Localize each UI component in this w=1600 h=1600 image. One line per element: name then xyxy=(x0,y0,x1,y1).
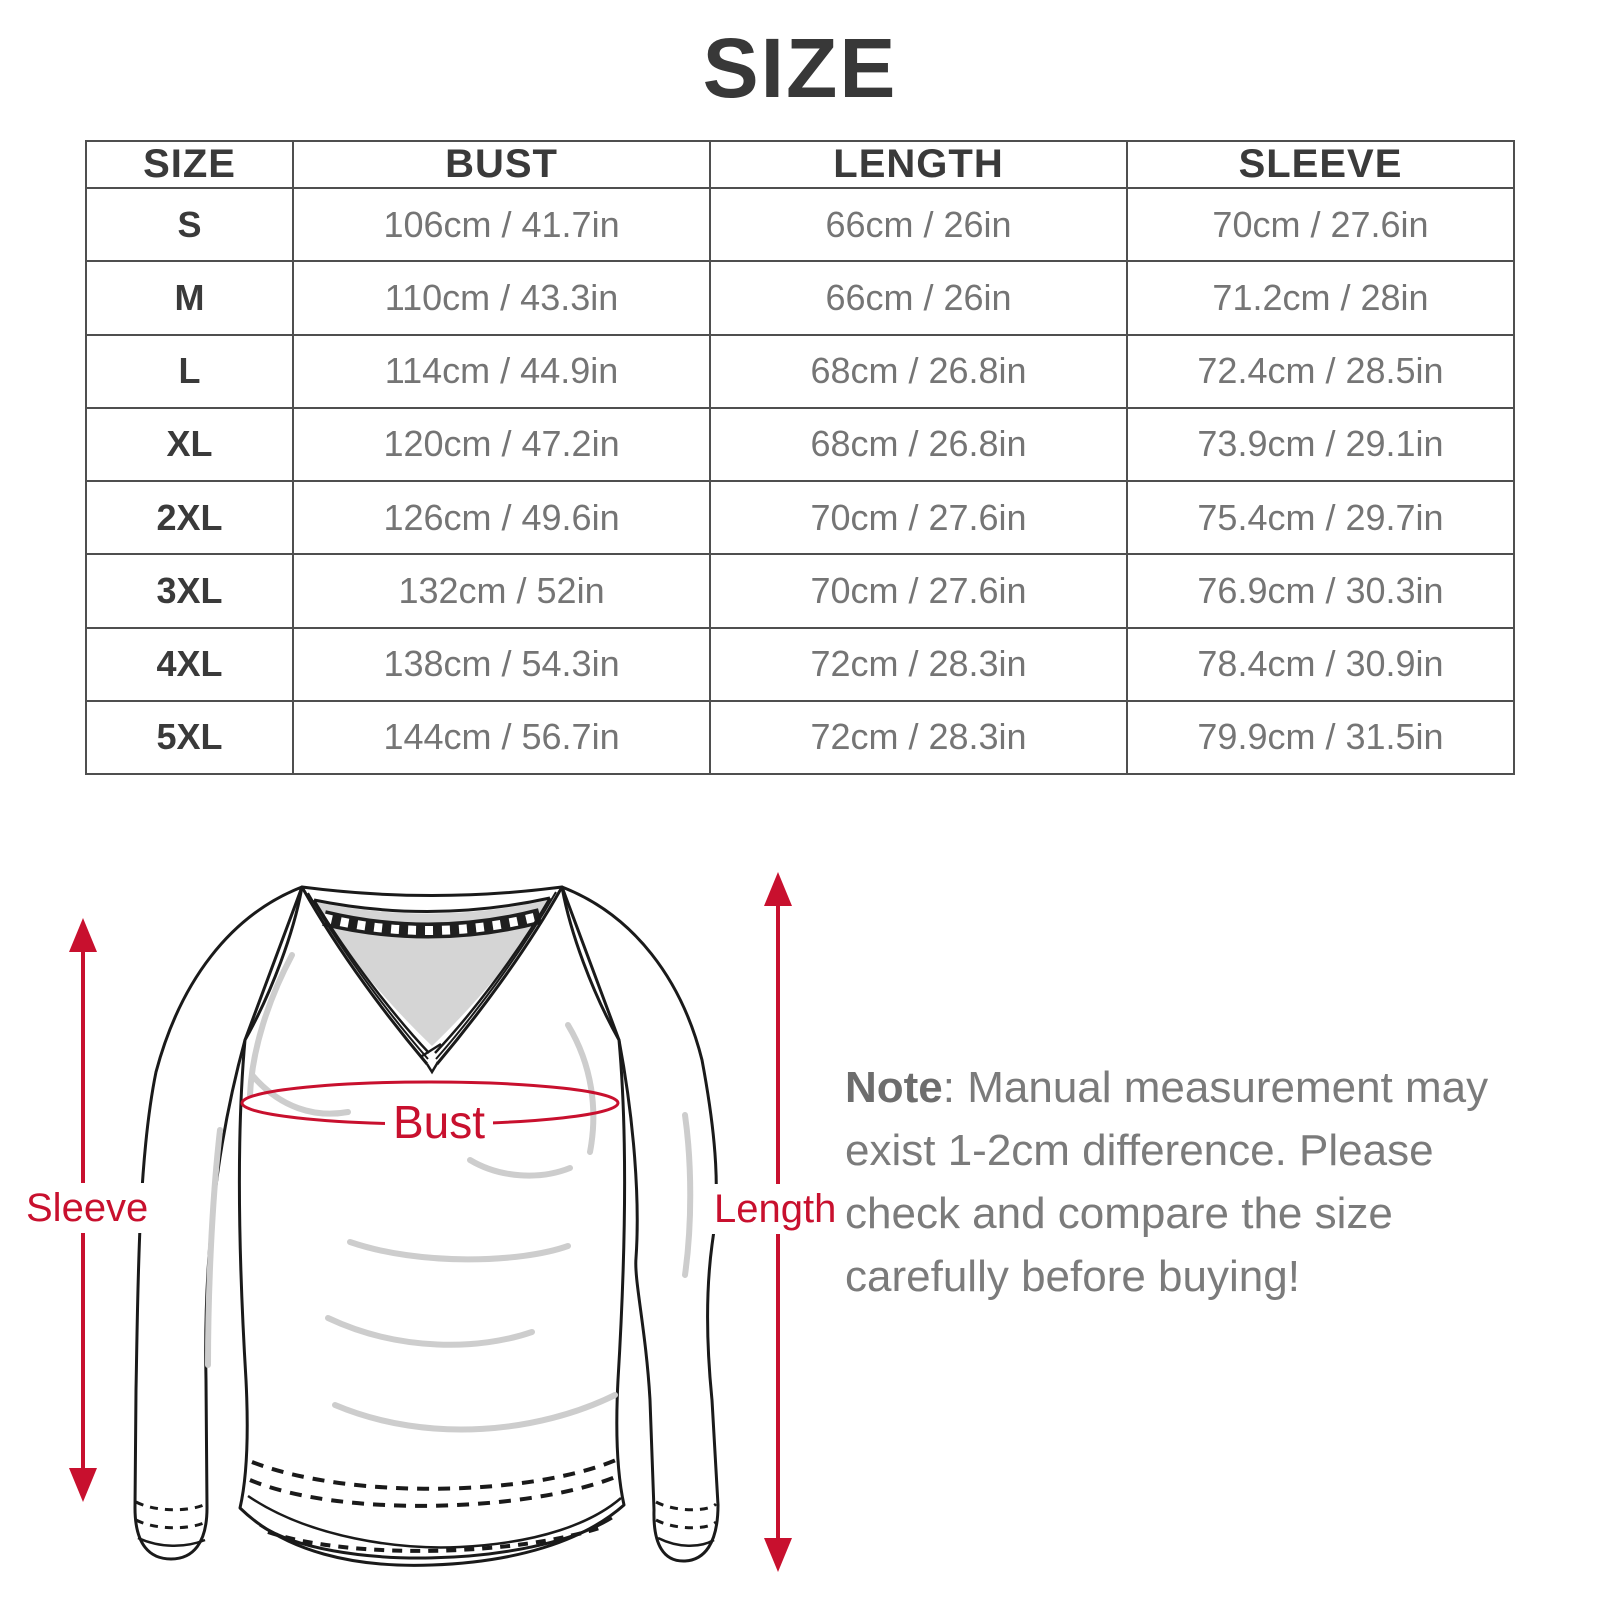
size-cell: M xyxy=(86,261,293,334)
size-cell: L xyxy=(86,335,293,408)
note-line: carefully before buying! xyxy=(845,1252,1300,1301)
shirt-illustration xyxy=(100,860,800,1580)
column-header-length: LENGTH xyxy=(710,141,1127,188)
bust-cell: 144cm / 56.7in xyxy=(293,701,710,774)
sleeve-cell: 71.2cm / 28in xyxy=(1127,261,1514,334)
length-cell: 72cm / 28.3in xyxy=(710,701,1127,774)
bust-cell: 110cm / 43.3in xyxy=(293,261,710,334)
sleeve-cell: 79.9cm / 31.5in xyxy=(1127,701,1514,774)
table-row xyxy=(86,261,1514,334)
sleeve-cell: 78.4cm / 30.9in xyxy=(1127,628,1514,701)
sleeve-cell: 76.9cm / 30.3in xyxy=(1127,554,1514,627)
note-prefix: Note xyxy=(845,1063,943,1112)
table-header-row xyxy=(86,141,1514,188)
note-line: exist 1-2cm difference. Please xyxy=(845,1126,1434,1175)
length-cell: 68cm / 26.8in xyxy=(710,408,1127,481)
bust-cell: 120cm / 47.2in xyxy=(293,408,710,481)
bust-cell: 106cm / 41.7in xyxy=(293,188,710,261)
bust-cell: 132cm / 52in xyxy=(293,554,710,627)
bust-cell: 126cm / 49.6in xyxy=(293,481,710,554)
size-cell: 3XL xyxy=(86,554,293,627)
note-text xyxy=(845,1056,1555,1308)
length-cell: 66cm / 26in xyxy=(710,188,1127,261)
column-header-sleeve: SLEEVE xyxy=(1127,141,1514,188)
sleeve-cell: 70cm / 27.6in xyxy=(1127,188,1514,261)
size-cell: 5XL xyxy=(86,701,293,774)
length-cell: 70cm / 27.6in xyxy=(710,554,1127,627)
bust-label: Bust xyxy=(385,1094,493,1151)
column-header-size: SIZE xyxy=(86,141,293,188)
sleeve-cell: 72.4cm / 28.5in xyxy=(1127,335,1514,408)
length-cell: 68cm / 26.8in xyxy=(710,335,1127,408)
page-title: SIZE xyxy=(702,21,898,115)
table-row xyxy=(86,335,1514,408)
bust-cell: 114cm / 44.9in xyxy=(293,335,710,408)
table-row xyxy=(86,408,1514,481)
size-cell: S xyxy=(86,188,293,261)
sleeve-cell: 75.4cm / 29.7in xyxy=(1127,481,1514,554)
note-line: check and compare the size xyxy=(845,1189,1393,1238)
column-header-bust: BUST xyxy=(293,141,710,188)
table-row xyxy=(86,554,1514,627)
size-cell: 4XL xyxy=(86,628,293,701)
note-line: Note: Manual measurement may xyxy=(845,1063,1489,1112)
size-cell: XL xyxy=(86,408,293,481)
bust-cell: 138cm / 54.3in xyxy=(293,628,710,701)
size-table xyxy=(85,140,1515,775)
length-label: Length xyxy=(706,1184,844,1234)
table-row xyxy=(86,628,1514,701)
length-cell: 66cm / 26in xyxy=(710,261,1127,334)
sleeve-label: Sleeve xyxy=(18,1183,156,1233)
length-cell: 72cm / 28.3in xyxy=(710,628,1127,701)
table-row xyxy=(86,701,1514,774)
sleeve-cell: 73.9cm / 29.1in xyxy=(1127,408,1514,481)
table-row xyxy=(86,188,1514,261)
length-cell: 70cm / 27.6in xyxy=(710,481,1127,554)
table-row xyxy=(86,481,1514,554)
size-cell: 2XL xyxy=(86,481,293,554)
